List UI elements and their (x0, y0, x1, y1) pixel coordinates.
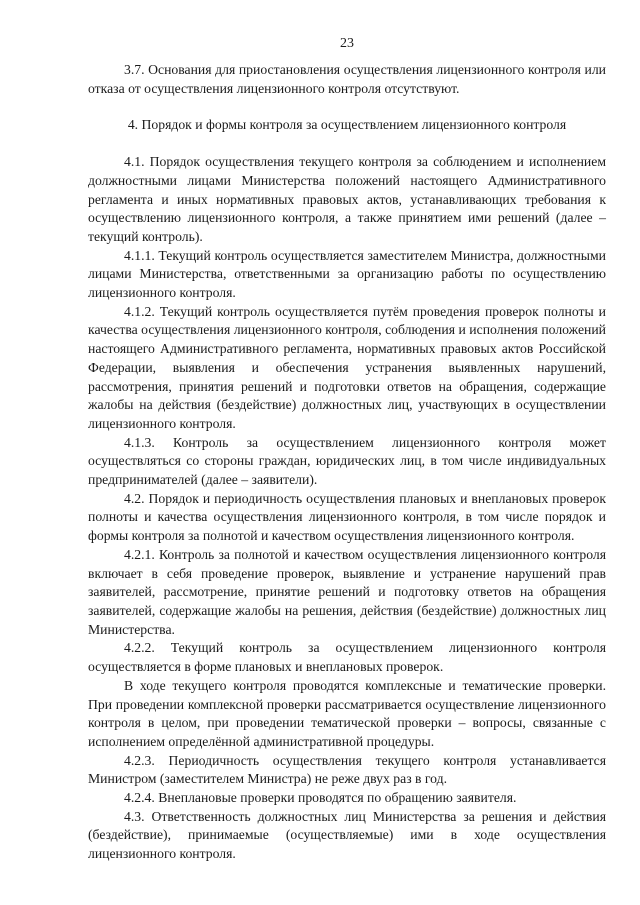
paragraph-4-2-2: 4.2.2. Текущий контроль за осуществлением лицензионного контроля осуществляется в форме плановых и внеплановых проверок. (88, 640, 606, 675)
paragraph-4-1: 4.1. Порядок осуществления текущего контроля за соблюдением и исполнением должностными лицами Министерства положений настоящего Административного регламента и иных нормативных правовых актов, устанавливающих требования к осуществлению лицензионного контроля, а также принятием ими решений (далее – текущий контроль). (88, 154, 606, 244)
paragraph-inspection-types: В ходе текущего контроля проводятся комплексные и тематические проверки. При проведении комплексной проверки рассматривается осуществление лицензионного контроля в целом, при проведении тематической проверки – вопросы, связанные с исполнением определённой административной процедуры. (88, 677, 606, 749)
section-heading: 4. Порядок и формы контроля за осуществлением лицензионного контроля (127, 117, 567, 133)
paragraph-4-2: 4.2. Порядок и периодичность осуществления плановых и внеплановых проверок полноты и качества осуществления лицензионного контроля, в том числе порядок и формы контроля за полнотой и качеством осуществления лицензионного контроля. (88, 490, 606, 544)
paragraph-4-1-1: 4.1.1. Текущий контроль осуществляется заместителем Министра, должностными лицами Министерства, ответственными за организацию работы по осуществлению лицензионного контроля. (88, 247, 606, 301)
paragraph-4-2-4: 4.2.4. Внеплановые проверки проводятся по обращению заявителя. (124, 790, 517, 806)
paragraph-4-2-3: 4.2.3. Периодичность осуществления текущего контроля устанавливается Министром (заместителем Министра) не реже двух раз в год. (88, 752, 606, 787)
paragraph-4-1-2: 4.1.2. Текущий контроль осуществляется путём проведения проверок полноты и качества осуществления лицензионного контроля, соблюдения и исполнения положений настоящего Административного регламента, нормативных правовых актов Российской Федерации, выявления и обеспечения устранения выявленных нарушений, рассмотрения, принятия решений и подготовки ответов на обращения, содержащие жалобы на действия (бездействие) должностных лиц, участвующих в осуществлении лицензионного контроля. (88, 303, 606, 431)
paragraph-4-3: 4.3. Ответственность должностных лиц Министерства за решения и действия (бездействие), принимаемые (осуществляемые) ими в ходе осуществления лицензионного контроля. (88, 808, 606, 862)
paragraph-4-1-3: 4.1.3. Контроль за осуществлением лицензионного контроля может осуществляться со стороны граждан, юридических лиц, в том числе индивидуальных предпринимателей (далее – заявители). (88, 434, 606, 488)
page-number: 23 (340, 36, 354, 51)
paragraph-4-2-1: 4.2.1. Контроль за полнотой и качеством осуществления лицензионного контроля включает в себя проведение проверок, выявление и устранение нарушений прав заявителей, рассмотрение, принятие решений и подготовку ответов на обращения заявителей, содержащие жалобы на решения, действия (бездействие) должностных лиц Министерства. (88, 546, 606, 637)
paragraph-3-7: 3.7. Основания для приостановления осуществления лицензионного контроля или отказа от осуществления лицензионного контроля отсутствуют. (88, 62, 606, 96)
